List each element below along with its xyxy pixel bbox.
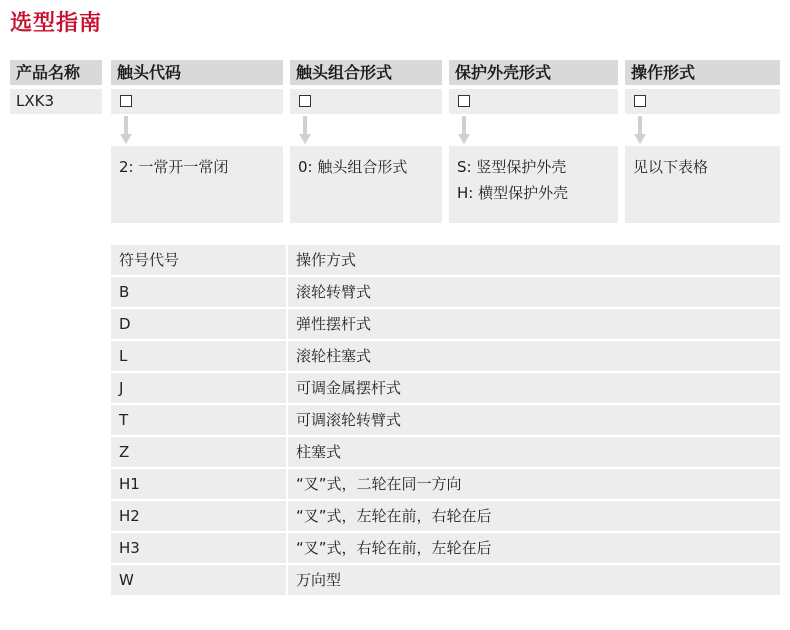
table-cell-mode: 滚轮柱塞式 [288,341,780,371]
header-contact-code: 触头代码 [111,60,283,85]
table-header-code: 符号代号 [111,245,286,275]
table-row [111,565,780,595]
operation-form-cell [625,89,780,114]
housing-vertical-text: S: 竖型保护外壳 [457,158,567,176]
housing-horizontal-text: H: 横型保护外壳 [457,184,569,202]
table-row [111,341,780,371]
header-housing-form: 保护外壳形式 [449,60,618,85]
table-cell-code: L [111,341,286,371]
contact-combination-text: 0: 触头组合形式 [298,158,408,176]
header-operation-form: 操作形式 [625,60,780,85]
table-cell-code: Z [111,437,286,467]
table-cell-code: H2 [111,501,286,531]
table-cell-mode: 万向型 [288,565,780,595]
table-cell-mode: 柱塞式 [288,437,780,467]
table-cell-mode: “叉”式，右轮在前，左轮在后 [288,533,780,563]
table-cell-mode: 可调滚轮转臂式 [288,405,780,435]
table-cell-mode: 滚轮转臂式 [288,277,780,307]
table-cell-code: B [111,277,286,307]
arrow-down-icon [298,116,312,146]
arrow-down-icon [633,116,647,146]
header-product-name: 产品名称 [10,60,102,85]
operation-form-description [625,146,780,223]
housing-form-description [449,146,618,223]
table-cell-code: W [111,565,286,595]
table-header-row [111,245,780,275]
table-cell-mode: 可调金属摆杆式 [288,373,780,403]
contact-code-cell [111,89,283,114]
product-code: LXK3 [10,89,102,114]
table-cell-mode: 弹性摆杆式 [288,309,780,339]
contact-code-description [111,146,283,223]
table-row [111,501,780,531]
table-row [111,405,780,435]
operation-form-text: 见以下表格 [633,158,709,176]
page-title: 选型指南 [10,11,103,36]
table-cell-code: J [111,373,286,403]
table-row [111,309,780,339]
table-header-mode: 操作方式 [288,245,780,275]
table-cell-code: H3 [111,533,286,563]
contact-combination-cell [290,89,442,114]
contact-code-checkbox [120,95,132,107]
table-row [111,277,780,307]
table-cell-mode: “叉”式，二轮在同一方向 [288,469,780,499]
housing-form-cell [449,89,618,114]
table-cell-code: D [111,309,286,339]
contact-combination-description [290,146,442,223]
table-cell-mode: “叉”式，左轮在前，右轮在后 [288,501,780,531]
table-cell-code: T [111,405,286,435]
housing-form-checkbox [458,95,470,107]
contact-code-text: 2: 一常开一常闭 [119,158,229,176]
table-row [111,533,780,563]
table-row [111,437,780,467]
arrow-down-icon [119,116,133,146]
table-row [111,469,780,499]
operation-table [111,245,780,597]
arrow-down-icon [457,116,471,146]
operation-form-checkbox [634,95,646,107]
contact-combination-checkbox [299,95,311,107]
table-cell-code: H1 [111,469,286,499]
table-row [111,373,780,403]
header-contact-combination: 触头组合形式 [290,60,442,85]
